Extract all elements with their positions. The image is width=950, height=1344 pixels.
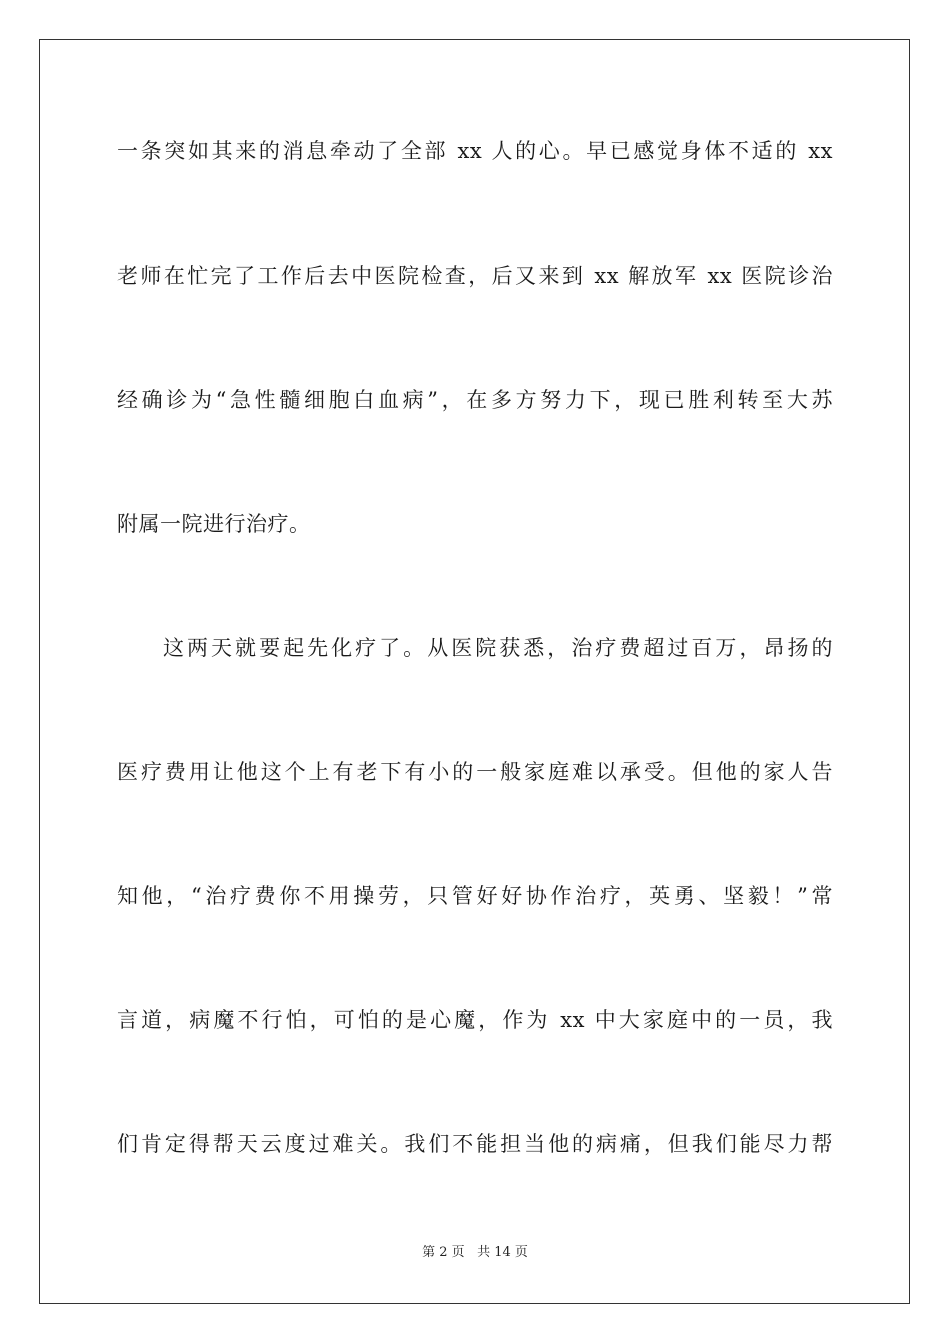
- paragraph-1-line-3: 经确诊为“急性髓细胞白血病”，在多方努力下，现已胜利转至大苏: [117, 388, 833, 412]
- page-total: 共 14 页: [477, 1245, 528, 1260]
- paragraph-2-line-1: 这两天就要起先化疗了。从医院获悉，治疗费超过百万，昂扬的: [163, 636, 833, 660]
- paragraph-2-line-4: 言道，病魔不行怕，可怕的是心魔，作为 xx 中大家庭中的一员，我: [117, 1008, 833, 1032]
- paragraph-2-line-5: 们肯定得帮天云度过难关。我们不能担当他的病痛，但我们能尽力帮: [117, 1132, 833, 1156]
- paragraph-1-line-4: 附属一院进行治疗。: [117, 512, 311, 536]
- paragraph-2-line-2: 医疗费用让他这个上有老下有小的一般家庭难以承受。但他的家人告: [117, 760, 833, 784]
- page-number: 第 2 页: [422, 1245, 465, 1260]
- paragraph-1-line-2: 老师在忙完了工作后去中医院检查，后又来到 xx 解放军 xx 医院诊治: [117, 264, 833, 288]
- page-border: [39, 39, 910, 1304]
- paragraph-1-line-1: 一条突如其来的消息牵动了全部 xx 人的心。早已感觉身体不适的 xx: [117, 139, 833, 163]
- paragraph-2-line-3: 知他，“治疗费你不用操劳，只管好好协作治疗，英勇、坚毅！”常: [117, 884, 833, 908]
- page-footer: [0, 1244, 950, 1262]
